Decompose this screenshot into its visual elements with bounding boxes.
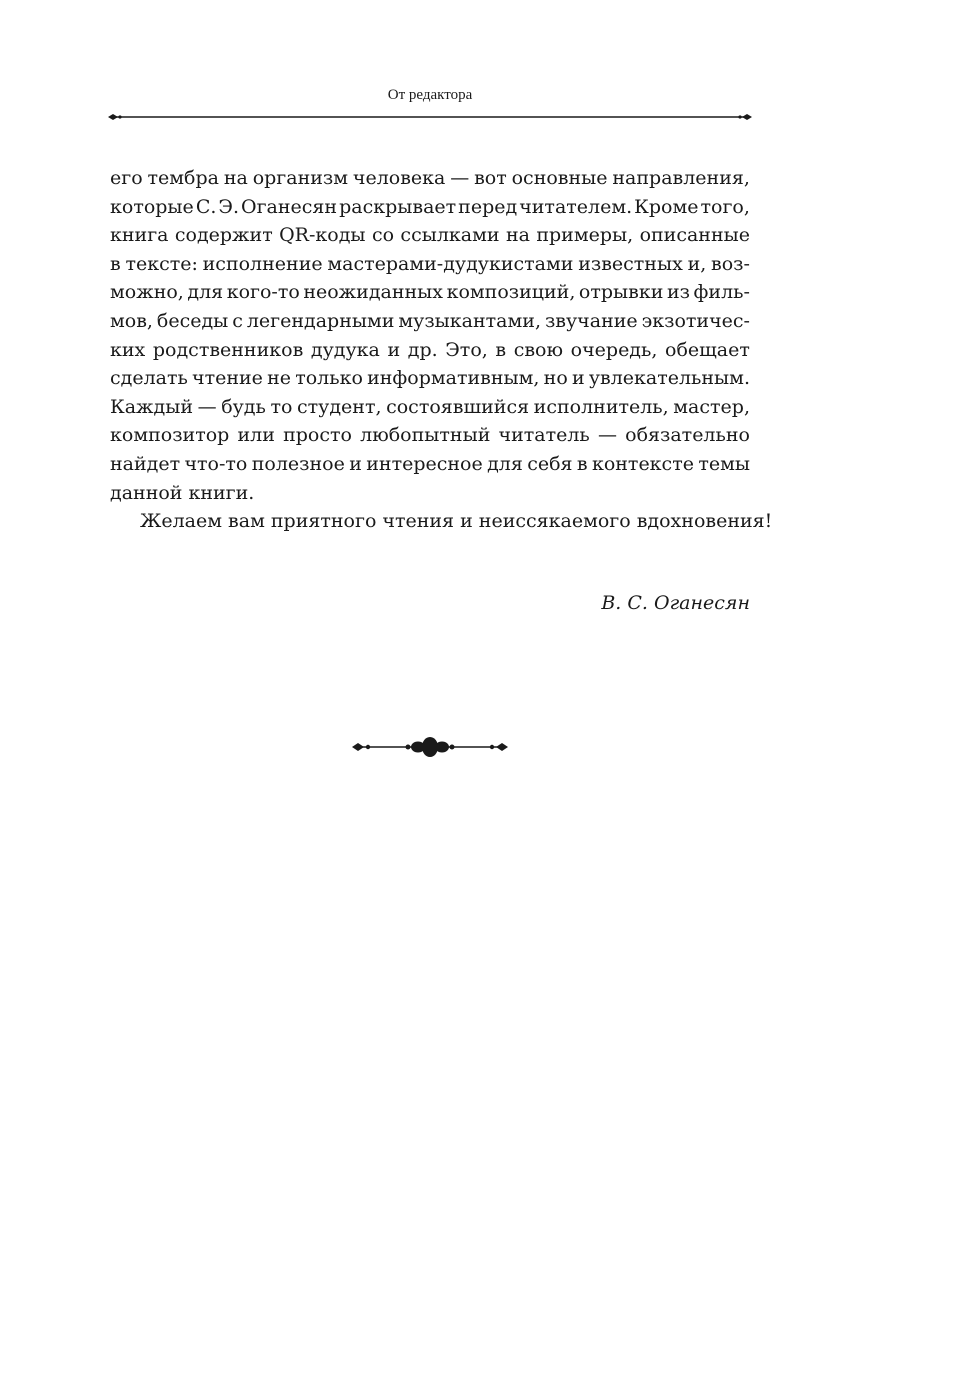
word: данной — [110, 481, 183, 504]
text-line — [110, 336, 750, 365]
word: то — [270, 395, 293, 418]
word: и — [571, 367, 585, 390]
word: состоявшийся — [386, 395, 530, 418]
word: композиций, — [446, 281, 576, 304]
word: QR-коды — [279, 224, 366, 247]
running-head: От редактора — [387, 87, 473, 103]
word: что-то — [184, 452, 248, 475]
word: — — [197, 395, 217, 418]
word: перед — [458, 195, 518, 218]
word: звучание — [544, 309, 638, 332]
text-line — [110, 278, 750, 307]
word: на — [223, 167, 248, 189]
word: направления, — [612, 167, 750, 189]
word: но — [543, 367, 568, 390]
word: не — [267, 367, 292, 390]
word: его — [110, 167, 143, 189]
word: со — [371, 224, 395, 247]
word: из — [666, 281, 690, 304]
word: темы — [698, 452, 750, 475]
word: себя — [527, 452, 573, 475]
word: свою — [513, 338, 564, 361]
paragraph — [110, 164, 750, 507]
word: того, — [700, 195, 750, 218]
word: можно, — [110, 281, 184, 304]
word: на — [505, 224, 530, 247]
word: ссылками — [400, 224, 500, 247]
word: информативным, — [367, 367, 540, 390]
word: отрывки — [578, 281, 664, 304]
text-line — [110, 164, 750, 193]
word: основные — [511, 167, 608, 189]
word: Каждый — [110, 395, 193, 418]
word: филь- — [693, 281, 750, 304]
body-text — [110, 164, 773, 536]
word: студент, — [297, 395, 382, 418]
word: любопытный — [360, 424, 491, 447]
word: примеры, — [536, 224, 634, 247]
word: обязательно — [625, 424, 750, 447]
word: для — [487, 452, 523, 475]
word: человека — [352, 167, 446, 189]
word: содержит — [174, 224, 273, 247]
word: — — [450, 167, 470, 189]
word: будь — [221, 395, 266, 418]
word: очередь, — [570, 338, 658, 361]
text-line — [110, 193, 750, 222]
word: вот — [474, 167, 507, 189]
word: экзотичес- — [641, 309, 750, 332]
word: или — [237, 424, 275, 447]
text-line — [110, 479, 750, 508]
word: тексте: — [125, 252, 198, 275]
word: раскрывает — [339, 195, 457, 218]
word: мастерами-дудукистами — [327, 252, 574, 275]
fleuron-ornament-icon — [352, 734, 508, 760]
word: известных — [578, 252, 683, 275]
word: просто — [283, 424, 352, 447]
word: полезное — [251, 452, 345, 475]
word: мов, — [110, 309, 153, 332]
text-line — [110, 450, 750, 479]
word: и, — [687, 252, 707, 275]
word: Это, — [445, 338, 488, 361]
word: увлекательным. — [588, 367, 750, 390]
word: Э. — [218, 195, 239, 218]
word: дудука — [310, 338, 380, 361]
word: Кроме — [634, 195, 699, 218]
word: книги. — [188, 481, 255, 504]
word: описанные — [639, 224, 750, 247]
word: в — [495, 338, 507, 361]
word: которые — [110, 195, 194, 218]
word: читателем. — [519, 195, 633, 218]
word: родственников — [152, 338, 304, 361]
word: С. — [195, 195, 217, 218]
word: — — [597, 424, 617, 447]
text-line — [110, 364, 750, 393]
word: неожиданных — [303, 281, 444, 304]
text-line — [110, 307, 750, 336]
word: в — [110, 252, 121, 275]
word: в — [576, 452, 588, 475]
word: сделать — [110, 367, 188, 390]
word: мастер, — [673, 395, 750, 418]
word: организм — [252, 167, 349, 189]
text-line — [110, 393, 750, 422]
signature: В. С. Оганесян — [601, 592, 750, 614]
word: исполнитель, — [533, 395, 669, 418]
word: с — [232, 309, 243, 332]
word: интересное — [366, 452, 483, 475]
word: тембра — [147, 167, 219, 189]
word: книга — [110, 224, 169, 247]
word: кого-то — [226, 281, 300, 304]
word: легендарными — [246, 309, 395, 332]
closing-wish: Желаем вам приятного чтения и неиссякаемого вдохновения! — [140, 510, 773, 533]
word: чтение — [192, 367, 263, 390]
word: и — [349, 452, 362, 475]
word: др. — [407, 338, 438, 361]
word: воз- — [711, 252, 750, 275]
word: ких — [110, 338, 146, 361]
ornamental-rule — [108, 110, 752, 124]
text-line — [110, 250, 750, 279]
word: музыкантами, — [398, 309, 541, 332]
word: беседы — [156, 309, 229, 332]
word: для — [187, 281, 224, 304]
word: и — [387, 338, 401, 361]
text-line — [110, 421, 750, 450]
word: читатель — [498, 424, 590, 447]
word: Оганесян — [241, 195, 338, 218]
word: найдет — [110, 452, 181, 475]
word: контексте — [591, 452, 694, 475]
word: обещает — [665, 338, 750, 361]
word: только — [295, 367, 363, 390]
text-line — [110, 221, 750, 250]
word: исполнение — [202, 252, 323, 275]
word: композитор — [110, 424, 230, 447]
